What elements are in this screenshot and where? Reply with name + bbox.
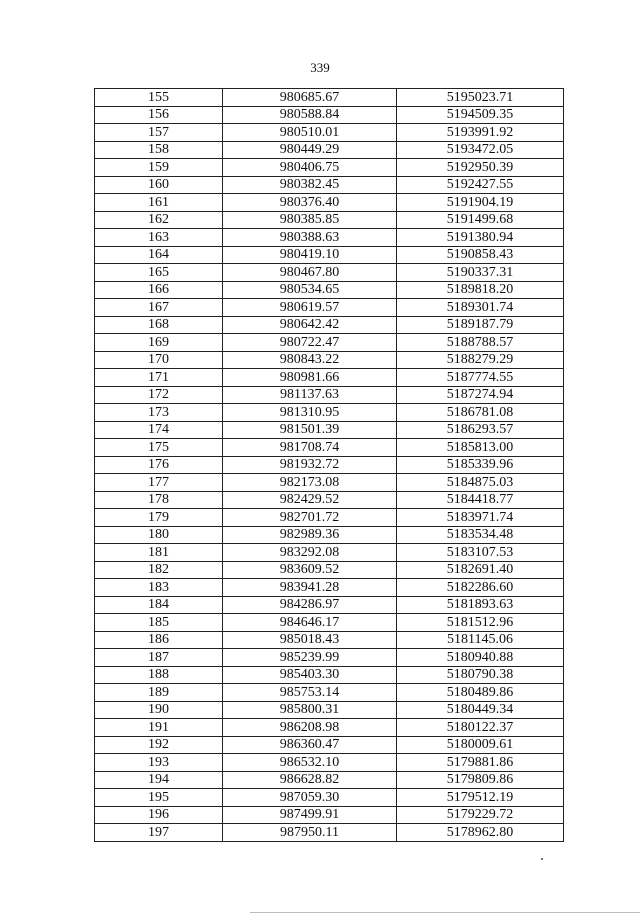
- x-coordinate-cell: 980467.80: [223, 264, 397, 282]
- table-row: [95, 824, 564, 842]
- x-coordinate-cell: 986360.47: [223, 736, 397, 754]
- table-row: [95, 421, 564, 439]
- point-number-cell: 189: [95, 684, 223, 702]
- table-row: [95, 526, 564, 544]
- point-number-cell: 193: [95, 754, 223, 772]
- point-number-cell: 168: [95, 316, 223, 334]
- x-coordinate-cell: 982173.08: [223, 474, 397, 492]
- point-number-cell: 166: [95, 281, 223, 299]
- x-coordinate-cell: 981708.74: [223, 439, 397, 457]
- table-row: [95, 89, 564, 107]
- table-row: [95, 614, 564, 632]
- table-row: [95, 666, 564, 684]
- table-row: [95, 736, 564, 754]
- y-coordinate-cell: 5193472.05: [397, 141, 564, 159]
- point-number-cell: 165: [95, 264, 223, 282]
- table-row: [95, 509, 564, 527]
- point-number-cell: 163: [95, 229, 223, 247]
- point-number-cell: 185: [95, 614, 223, 632]
- point-number-cell: 171: [95, 369, 223, 387]
- x-coordinate-cell: 985800.31: [223, 701, 397, 719]
- y-coordinate-cell: 5187274.94: [397, 386, 564, 404]
- x-coordinate-cell: 980685.67: [223, 89, 397, 107]
- table-row: [95, 386, 564, 404]
- point-number-cell: 187: [95, 649, 223, 667]
- y-coordinate-cell: 5179809.86: [397, 771, 564, 789]
- y-coordinate-cell: 5183971.74: [397, 509, 564, 527]
- y-coordinate-cell: 5183534.48: [397, 526, 564, 544]
- x-coordinate-cell: 986208.98: [223, 719, 397, 737]
- point-number-cell: 160: [95, 176, 223, 194]
- x-coordinate-cell: 980722.47: [223, 334, 397, 352]
- y-coordinate-cell: 5181512.96: [397, 614, 564, 632]
- point-number-cell: 176: [95, 456, 223, 474]
- y-coordinate-cell: 5180790.38: [397, 666, 564, 684]
- table-row: [95, 701, 564, 719]
- point-number-cell: 180: [95, 526, 223, 544]
- y-coordinate-cell: 5193991.92: [397, 124, 564, 142]
- x-coordinate-cell: 984646.17: [223, 614, 397, 632]
- y-coordinate-cell: 5188279.29: [397, 351, 564, 369]
- point-number-cell: 172: [95, 386, 223, 404]
- x-coordinate-cell: 980534.65: [223, 281, 397, 299]
- table-row: [95, 806, 564, 824]
- point-number-cell: 197: [95, 824, 223, 842]
- point-number-cell: 178: [95, 491, 223, 509]
- x-coordinate-cell: 985753.14: [223, 684, 397, 702]
- table-row: [95, 474, 564, 492]
- x-coordinate-cell: 980406.75: [223, 159, 397, 177]
- point-number-cell: 196: [95, 806, 223, 824]
- table-row: [95, 439, 564, 457]
- table-row: [95, 281, 564, 299]
- point-number-cell: 177: [95, 474, 223, 492]
- point-number-cell: 170: [95, 351, 223, 369]
- y-coordinate-cell: 5189301.74: [397, 299, 564, 317]
- y-coordinate-cell: 5181145.06: [397, 631, 564, 649]
- x-coordinate-cell: 982429.52: [223, 491, 397, 509]
- point-number-cell: 175: [95, 439, 223, 457]
- table-row: [95, 211, 564, 229]
- x-coordinate-cell: 980449.29: [223, 141, 397, 159]
- y-coordinate-cell: 5180489.86: [397, 684, 564, 702]
- x-coordinate-cell: 986628.82: [223, 771, 397, 789]
- table-row: [95, 561, 564, 579]
- table-row: [95, 299, 564, 317]
- coordinate-table-body: [95, 89, 564, 842]
- scan-edge-line: [250, 912, 640, 913]
- x-coordinate-cell: 986532.10: [223, 754, 397, 772]
- table-row: [95, 684, 564, 702]
- x-coordinate-cell: 983941.28: [223, 579, 397, 597]
- table-row: [95, 124, 564, 142]
- x-coordinate-cell: 980388.63: [223, 229, 397, 247]
- x-coordinate-cell: 985239.99: [223, 649, 397, 667]
- point-number-cell: 182: [95, 561, 223, 579]
- x-coordinate-cell: 987499.91: [223, 806, 397, 824]
- y-coordinate-cell: 5186293.57: [397, 421, 564, 439]
- x-coordinate-cell: 980382.45: [223, 176, 397, 194]
- x-coordinate-cell: 981932.72: [223, 456, 397, 474]
- table-row: [95, 351, 564, 369]
- table-row: [95, 631, 564, 649]
- point-number-cell: 183: [95, 579, 223, 597]
- y-coordinate-cell: 5182691.40: [397, 561, 564, 579]
- y-coordinate-cell: 5190858.43: [397, 246, 564, 264]
- x-coordinate-cell: 980510.01: [223, 124, 397, 142]
- x-coordinate-cell: 980619.57: [223, 299, 397, 317]
- table-row: [95, 649, 564, 667]
- table-row: [95, 106, 564, 124]
- y-coordinate-cell: 5181893.63: [397, 596, 564, 614]
- point-number-cell: 169: [95, 334, 223, 352]
- table-row: [95, 176, 564, 194]
- point-number-cell: 184: [95, 596, 223, 614]
- point-number-cell: 190: [95, 701, 223, 719]
- y-coordinate-cell: 5185813.00: [397, 439, 564, 457]
- x-coordinate-cell: 980419.10: [223, 246, 397, 264]
- x-coordinate-cell: 987950.11: [223, 824, 397, 842]
- point-number-cell: 162: [95, 211, 223, 229]
- y-coordinate-cell: 5180449.34: [397, 701, 564, 719]
- point-number-cell: 195: [95, 789, 223, 807]
- table-row: [95, 789, 564, 807]
- x-coordinate-cell: 980376.40: [223, 194, 397, 212]
- page-number: 339: [310, 60, 330, 75]
- point-number-cell: 186: [95, 631, 223, 649]
- y-coordinate-cell: 5179881.86: [397, 754, 564, 772]
- y-coordinate-cell: 5182286.60: [397, 579, 564, 597]
- x-coordinate-cell: 981310.95: [223, 404, 397, 422]
- y-coordinate-cell: 5191499.68: [397, 211, 564, 229]
- point-number-cell: 156: [95, 106, 223, 124]
- x-coordinate-cell: 980385.85: [223, 211, 397, 229]
- point-number-cell: 158: [95, 141, 223, 159]
- y-coordinate-cell: 5195023.71: [397, 89, 564, 107]
- y-coordinate-cell: 5187774.55: [397, 369, 564, 387]
- table-row: [95, 596, 564, 614]
- x-coordinate-cell: 983609.52: [223, 561, 397, 579]
- table-row: [95, 334, 564, 352]
- point-number-cell: 167: [95, 299, 223, 317]
- point-number-cell: 159: [95, 159, 223, 177]
- table-row: [95, 491, 564, 509]
- x-coordinate-cell: 983292.08: [223, 544, 397, 562]
- x-coordinate-cell: 980642.42: [223, 316, 397, 334]
- y-coordinate-cell: 5191904.19: [397, 194, 564, 212]
- y-coordinate-cell: 5185339.96: [397, 456, 564, 474]
- point-number-cell: 192: [95, 736, 223, 754]
- table-row: [95, 159, 564, 177]
- point-number-cell: 191: [95, 719, 223, 737]
- y-coordinate-cell: 5178962.80: [397, 824, 564, 842]
- y-coordinate-cell: 5194509.35: [397, 106, 564, 124]
- y-coordinate-cell: 5179229.72: [397, 806, 564, 824]
- point-number-cell: 181: [95, 544, 223, 562]
- y-coordinate-cell: 5183107.53: [397, 544, 564, 562]
- coordinate-table: [94, 88, 564, 842]
- point-number-cell: 174: [95, 421, 223, 439]
- y-coordinate-cell: 5180940.88: [397, 649, 564, 667]
- table-row: [95, 404, 564, 422]
- y-coordinate-cell: 5189187.79: [397, 316, 564, 334]
- table-row: [95, 579, 564, 597]
- point-number-cell: 164: [95, 246, 223, 264]
- scan-speck: [541, 858, 543, 860]
- x-coordinate-cell: 980588.84: [223, 106, 397, 124]
- y-coordinate-cell: 5184875.03: [397, 474, 564, 492]
- y-coordinate-cell: 5190337.31: [397, 264, 564, 282]
- point-number-cell: 188: [95, 666, 223, 684]
- x-coordinate-cell: 985018.43: [223, 631, 397, 649]
- x-coordinate-cell: 981137.63: [223, 386, 397, 404]
- table-row: [95, 229, 564, 247]
- y-coordinate-cell: 5191380.94: [397, 229, 564, 247]
- x-coordinate-cell: 982701.72: [223, 509, 397, 527]
- table-row: [95, 456, 564, 474]
- point-number-cell: 157: [95, 124, 223, 142]
- y-coordinate-cell: 5189818.20: [397, 281, 564, 299]
- x-coordinate-cell: 980981.66: [223, 369, 397, 387]
- x-coordinate-cell: 985403.30: [223, 666, 397, 684]
- table-row: [95, 194, 564, 212]
- y-coordinate-cell: 5192950.39: [397, 159, 564, 177]
- table-row: [95, 246, 564, 264]
- x-coordinate-cell: 981501.39: [223, 421, 397, 439]
- point-number-cell: 194: [95, 771, 223, 789]
- y-coordinate-cell: 5192427.55: [397, 176, 564, 194]
- y-coordinate-cell: 5184418.77: [397, 491, 564, 509]
- table-row: [95, 369, 564, 387]
- table-row: [95, 754, 564, 772]
- table-row: [95, 316, 564, 334]
- x-coordinate-cell: 980843.22: [223, 351, 397, 369]
- point-number-cell: 173: [95, 404, 223, 422]
- table-row: [95, 141, 564, 159]
- x-coordinate-cell: 982989.36: [223, 526, 397, 544]
- y-coordinate-cell: 5180122.37: [397, 719, 564, 737]
- y-coordinate-cell: 5179512.19: [397, 789, 564, 807]
- y-coordinate-cell: 5180009.61: [397, 736, 564, 754]
- table-row: [95, 771, 564, 789]
- y-coordinate-cell: 5188788.57: [397, 334, 564, 352]
- point-number-cell: 179: [95, 509, 223, 527]
- table-row: [95, 264, 564, 282]
- y-coordinate-cell: 5186781.08: [397, 404, 564, 422]
- point-number-cell: 155: [95, 89, 223, 107]
- table-row: [95, 544, 564, 562]
- table-row: [95, 719, 564, 737]
- point-number-cell: 161: [95, 194, 223, 212]
- x-coordinate-cell: 987059.30: [223, 789, 397, 807]
- x-coordinate-cell: 984286.97: [223, 596, 397, 614]
